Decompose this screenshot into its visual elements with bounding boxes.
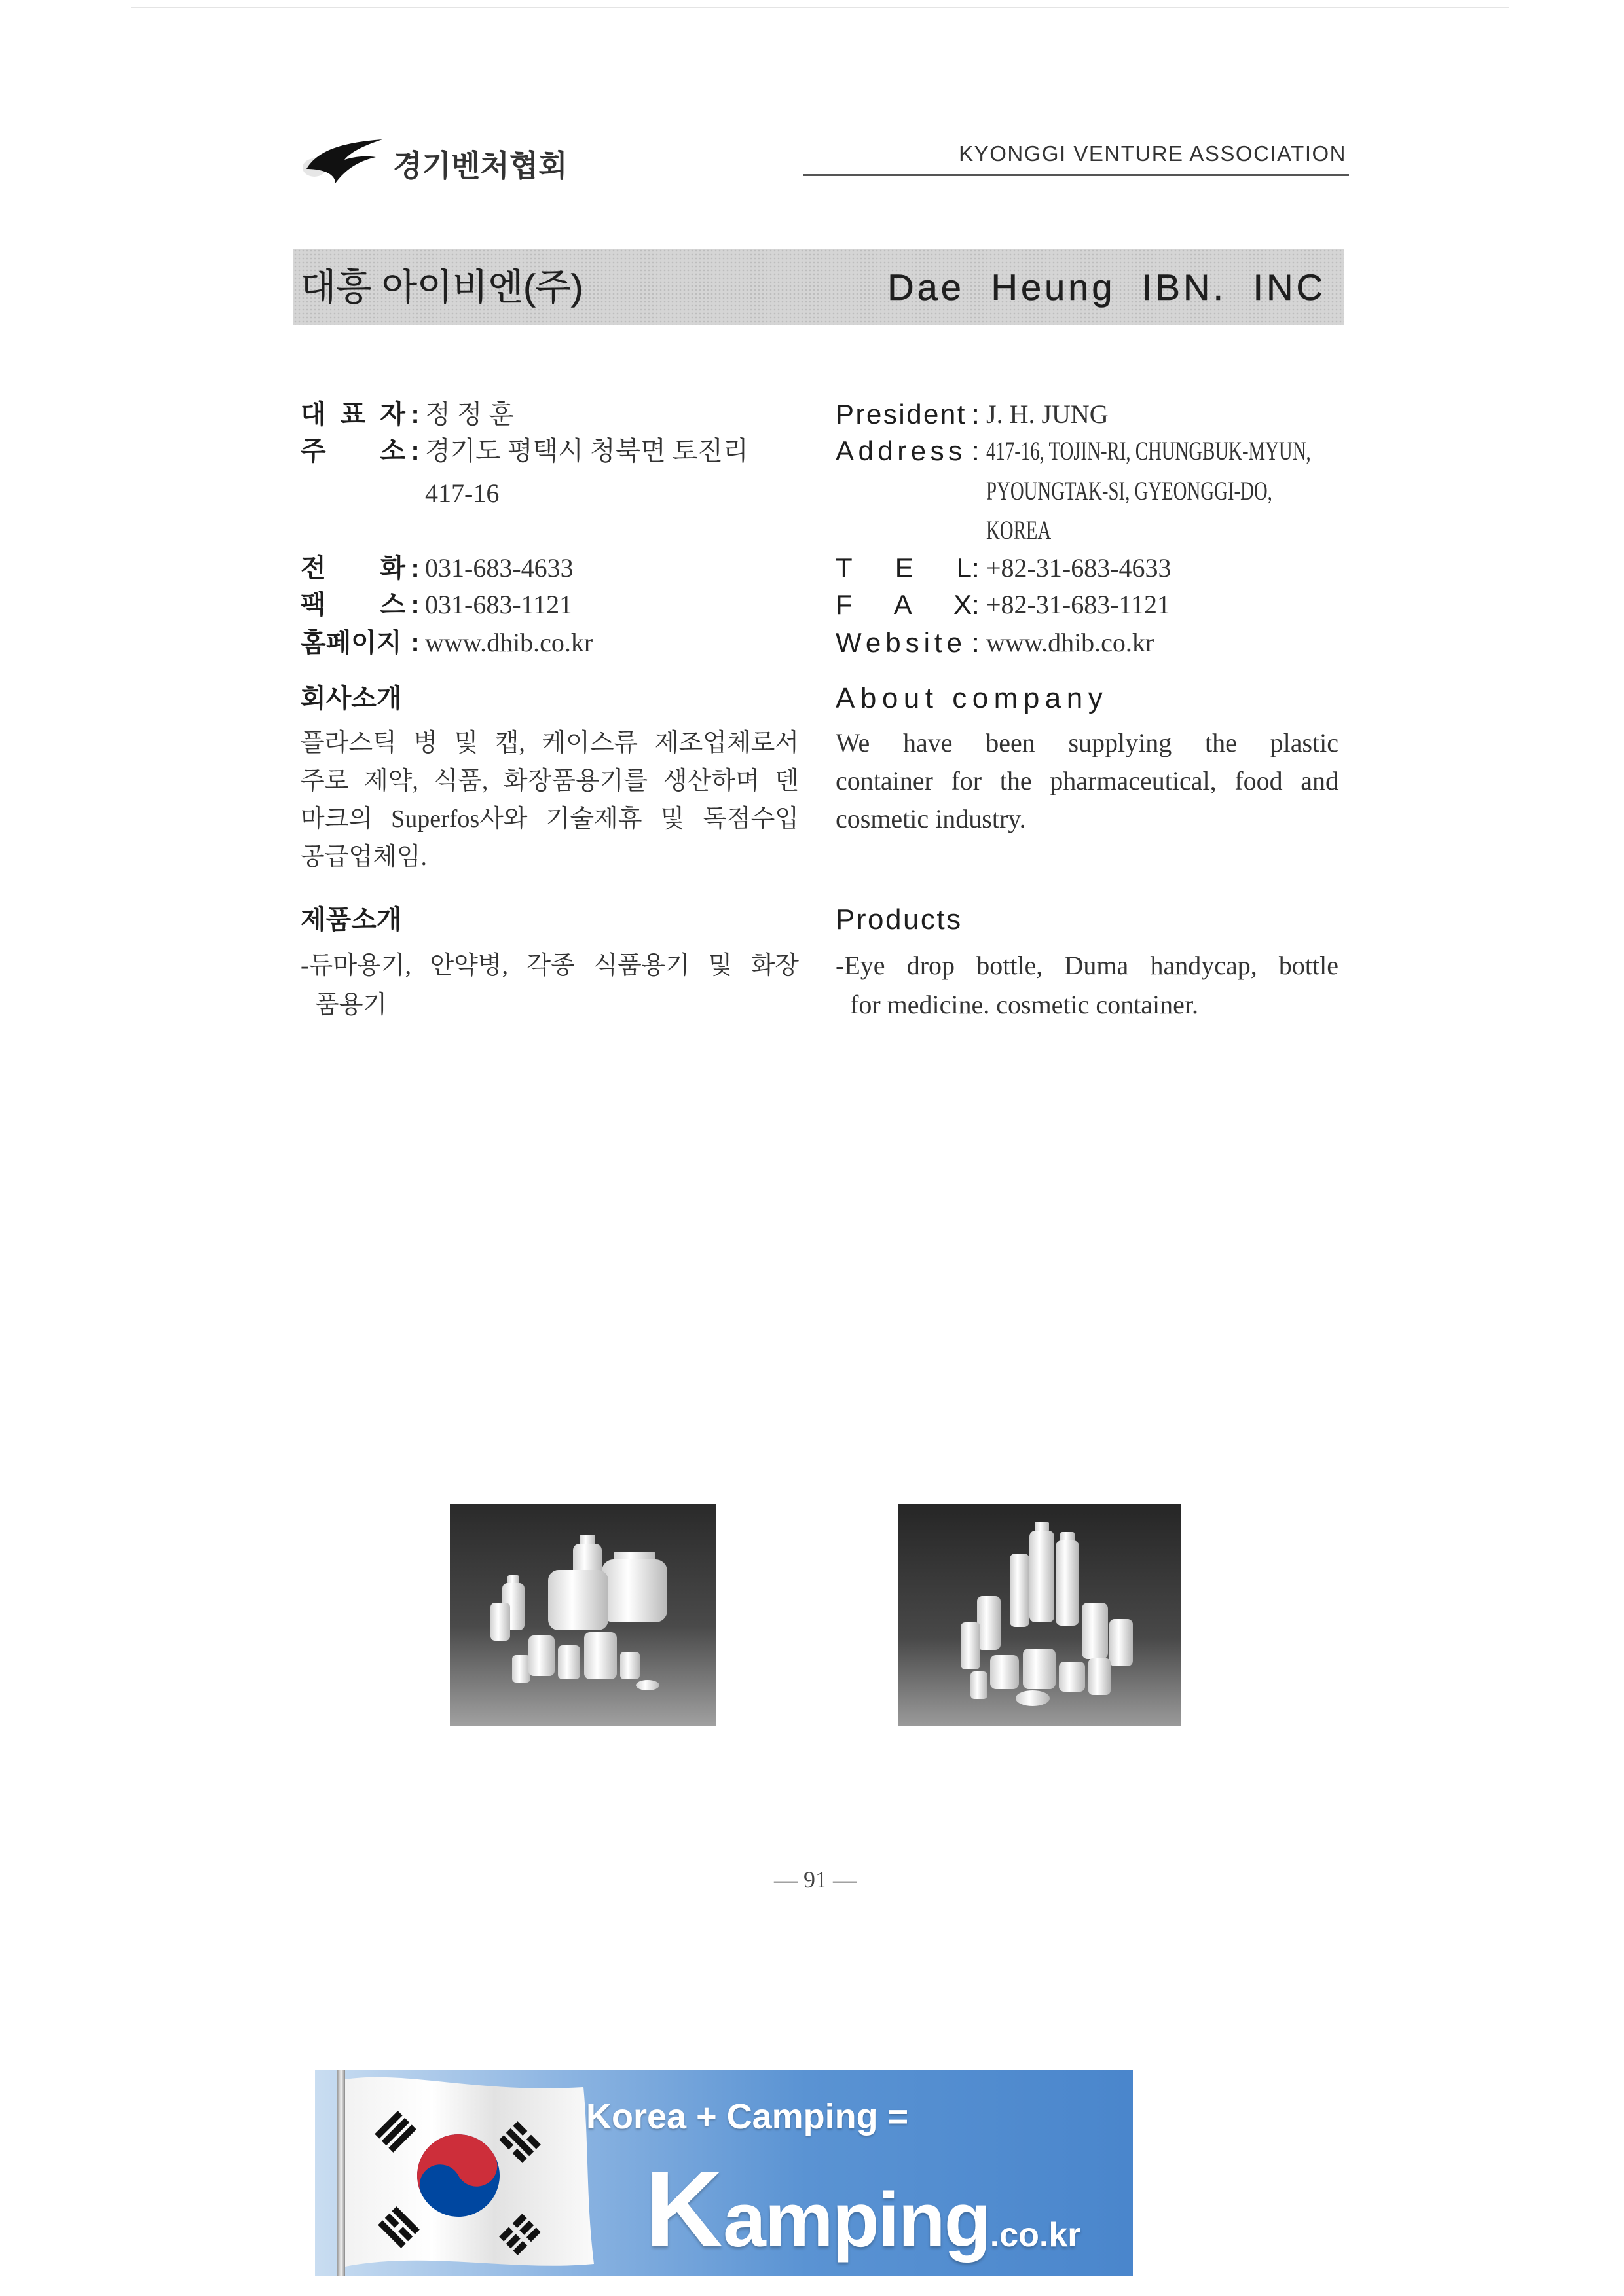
- separator: :: [972, 435, 980, 466]
- about-heading-english: About company: [836, 682, 1109, 714]
- ko-fax-label: 팩 스: [301, 591, 405, 619]
- en-website-label: Website: [836, 627, 967, 658]
- header-rule: [803, 174, 1349, 176]
- ko-homepage-label: 홈페이지: [301, 629, 402, 657]
- association-name: KYONGGI VENTURE ASSOCIATION: [959, 141, 1346, 166]
- en-address-label: Address: [836, 435, 967, 466]
- products-text-english: [836, 946, 1338, 1025]
- products-en-line: -Eye drop bottle, Duma handycap, bottle: [836, 951, 1338, 980]
- korean-flag-icon: [345, 2077, 594, 2267]
- ko-representative-label: 대 표 자: [301, 400, 405, 429]
- en-tel-label: T E L: [836, 553, 972, 583]
- en-address-row-2: [986, 473, 1384, 509]
- ko-address-line-1: 경기도 평택시 청북면 토진리: [425, 436, 748, 465]
- en-tel-row: [836, 550, 1172, 587]
- ko-phone-label: 전 화: [301, 554, 405, 583]
- en-website-row: [836, 625, 1154, 661]
- about-ko-line: 공급업체임.: [301, 843, 428, 871]
- banner-brand: [645, 2149, 1081, 2269]
- about-text-korean: [301, 724, 799, 876]
- banner-brand-word: amping: [723, 2177, 990, 2263]
- products-en-line: for medicine. cosmetic container.: [850, 990, 1199, 1019]
- about-en-line: container for the pharmaceutical, food and: [836, 766, 1338, 795]
- ko-fax-value: 031-683-1121: [425, 590, 573, 619]
- ko-phone-value: 031-683-4633: [425, 553, 574, 583]
- about-en-line: cosmetic industry.: [836, 804, 1026, 833]
- about-ko-line: 마크의 Superfos사와 기술제휴 및 독점수입: [301, 805, 799, 833]
- en-president-value: J. H. JUNG: [986, 399, 1109, 429]
- ko-homepage-value: www.dhib.co.kr: [425, 628, 593, 657]
- products-ko-line: -듀마용기, 안약병, 각종 식품용기 및 화장: [301, 952, 799, 979]
- separator: :: [972, 627, 980, 658]
- ko-address-label: 주 소: [301, 437, 405, 465]
- top-rule: [131, 7, 1509, 8]
- about-heading-korean: 회사소개: [301, 684, 402, 713]
- about-ko-line: 주로 제약, 식품, 화장품용기를 생산하며 덴: [301, 767, 799, 795]
- en-address-line-2: PYOUNGTAK-SI, GYEONGGI-DO,: [986, 476, 1272, 505]
- kamping-banner: [315, 2070, 1133, 2276]
- company-name-korean: 대흥 아이비엔(주): [301, 266, 583, 308]
- en-fax-label: F A X: [836, 589, 972, 620]
- en-website-value: www.dhib.co.kr: [986, 628, 1154, 657]
- ko-representative-row: [301, 396, 514, 433]
- en-president-label: President: [836, 399, 967, 429]
- ko-homepage-row: [301, 625, 593, 661]
- separator: :: [972, 589, 980, 620]
- page-number: — 91 —: [774, 1867, 857, 1893]
- en-fax-value: +82-31-683-1121: [986, 590, 1171, 619]
- separator: :: [411, 629, 420, 657]
- separator: :: [411, 437, 420, 465]
- separator: :: [972, 399, 980, 429]
- product-photo-jars: [450, 1504, 716, 1726]
- en-tel-value: +82-31-683-4633: [986, 553, 1172, 583]
- about-en-line: We have been supplying the plastic: [836, 728, 1338, 757]
- ko-address-row-2: [425, 475, 499, 512]
- en-address-line-3: KOREA: [986, 515, 1052, 545]
- separator: :: [411, 554, 420, 583]
- banner-slogan: Korea + Camping =: [586, 2097, 909, 2136]
- products-text-korean: [301, 946, 799, 1025]
- about-ko-line: 플라스틱 병 및 캡, 케이스류 제조업체로서: [301, 729, 799, 757]
- ko-fax-row: [301, 587, 572, 623]
- company-title-bar: [293, 249, 1344, 325]
- separator: :: [411, 591, 420, 619]
- products-heading-korean: 제품소개: [301, 905, 402, 934]
- company-name-english: Dae Heung IBN. INC: [887, 266, 1326, 308]
- about-text-english: [836, 724, 1338, 838]
- ko-address-line-2: 417-16: [425, 479, 500, 508]
- banner-brand-initial: K: [645, 2149, 724, 2269]
- logo-text: 경기벤처협회: [393, 149, 568, 183]
- en-address-row-3: [986, 512, 1077, 549]
- products-ko-line: 품용기: [315, 991, 388, 1019]
- en-president-row: [836, 396, 1109, 433]
- separator: :: [411, 400, 420, 429]
- en-address-row: [836, 433, 1437, 469]
- product-photo-bottles: [898, 1504, 1181, 1726]
- swallow-logo-icon: [301, 131, 386, 187]
- ko-phone-row: [301, 550, 574, 587]
- separator: :: [972, 553, 980, 583]
- flag-pole-icon: [337, 2070, 345, 2276]
- ko-representative-value: 정 정 훈: [425, 399, 514, 429]
- en-address-line-1: 417-16, TOJIN-RI, CHUNGBUK-MYUN,: [986, 436, 1311, 465]
- ko-address-row: [301, 433, 748, 469]
- banner-brand-domain: .co.kr: [989, 2216, 1081, 2254]
- en-fax-row: [836, 587, 1170, 623]
- products-heading-english: Products: [836, 903, 963, 936]
